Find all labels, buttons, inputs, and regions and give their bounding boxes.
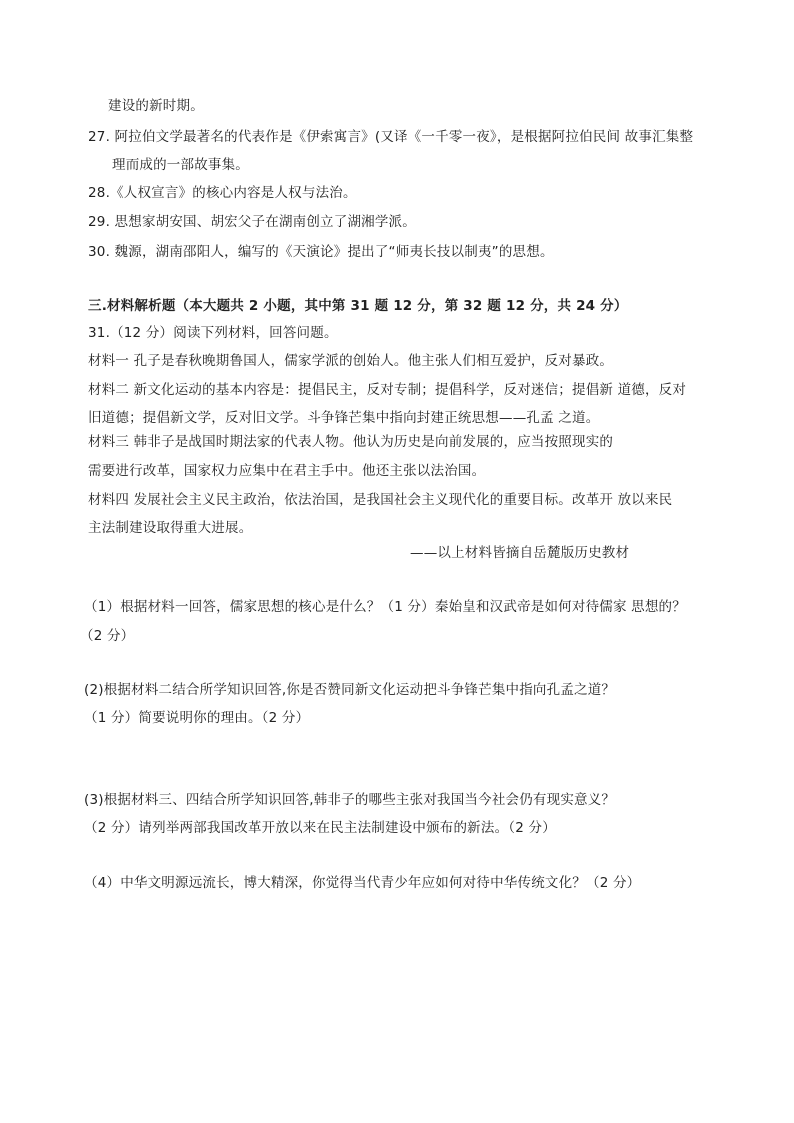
question-31-intro: 31.（12 分）阅读下列材料，回答问题。 <box>88 325 338 341</box>
material-2-continuation: 旧道德；提倡新文学，反对旧文学。斗争锋芒集中指向封建正统思想——孔孟 之道。 <box>88 410 600 426</box>
question-30: 30. 魏源，湖南邵阳人，编写的《天演论》提出了“师夷长技以制夷”的思想。 <box>88 244 554 260</box>
question-27: 27. 阿拉伯文学最著名的代表作是《伊索寓言》(又译《一千零一夜》，是根据阿拉伯民间 故事汇集整 <box>88 129 694 145</box>
question-27-continuation: 理而成的一部故事集。 <box>112 157 249 173</box>
sub-question-3-continuation: （2 分）请列举两部我国改革开放以来在民主法制建设中颁布的新法。（2 分） <box>84 820 556 836</box>
material-4-continuation: 主法制建设取得重大进展。 <box>88 520 253 536</box>
material-source: ——以上材料皆摘自岳麓版历史教材 <box>410 545 630 561</box>
material-1: 材料一 孔子是春秋晚期鲁国人，儒家学派的创始人。他主张人们相互爱护，反对暴政。 <box>88 353 614 369</box>
text-line-continuation: 建设的新时期。 <box>108 98 204 114</box>
material-3-continuation: 需要进行改革，国家权力应集中在君主手中。他还主张以法治国。 <box>88 463 486 479</box>
section-heading: 三.材料解析题（本大题共 2 小题，其中第 31 题 12 分，第 32 题 12 分，共 24 分） <box>88 298 628 314</box>
material-2: 材料二 新文化运动的基本内容是：提倡民主，反对专制；提倡科学，反对迷信；提倡新 道德，反对 <box>88 382 687 398</box>
sub-question-1: （1）根据材料一回答，儒家思想的核心是什么？（1 分）秦始皇和汉武帝是如何对待儒家 思想的？ <box>84 599 686 615</box>
sub-question-2: (2)根据材料二结合所学知识回答,你是否赞同新文化运动把斗争锋芒集中指向孔孟之道？ <box>84 682 616 698</box>
material-3: 材料三 韩非子是战国时期法家的代表人物。他认为历史是向前发展的，应当按照现实的 <box>88 434 614 450</box>
sub-question-4: （4）中华文明源远流长，博大精深，你觉得当代青少年应如何对待中华传统文化？（2 分） <box>84 875 641 891</box>
sub-question-3: (3)根据材料三、四结合所学知识回答,韩非子的哪些主张对我国当今社会仍有现实意义？ <box>84 792 616 808</box>
sub-question-2-continuation: （1 分）简要说明你的理由。（2 分） <box>84 710 310 726</box>
question-29: 29. 思想家胡安国、胡宏父子在湖南创立了湖湘学派。 <box>88 214 416 230</box>
question-28: 28.《人权宣言》的核心内容是人权与法治。 <box>88 185 357 201</box>
sub-question-1-continuation: （2 分） <box>80 628 135 644</box>
material-4: 材料四 发展社会主义民主政治，依法治国，是我国社会主义现代化的重要目标。改革开 放以来民 <box>88 492 673 508</box>
